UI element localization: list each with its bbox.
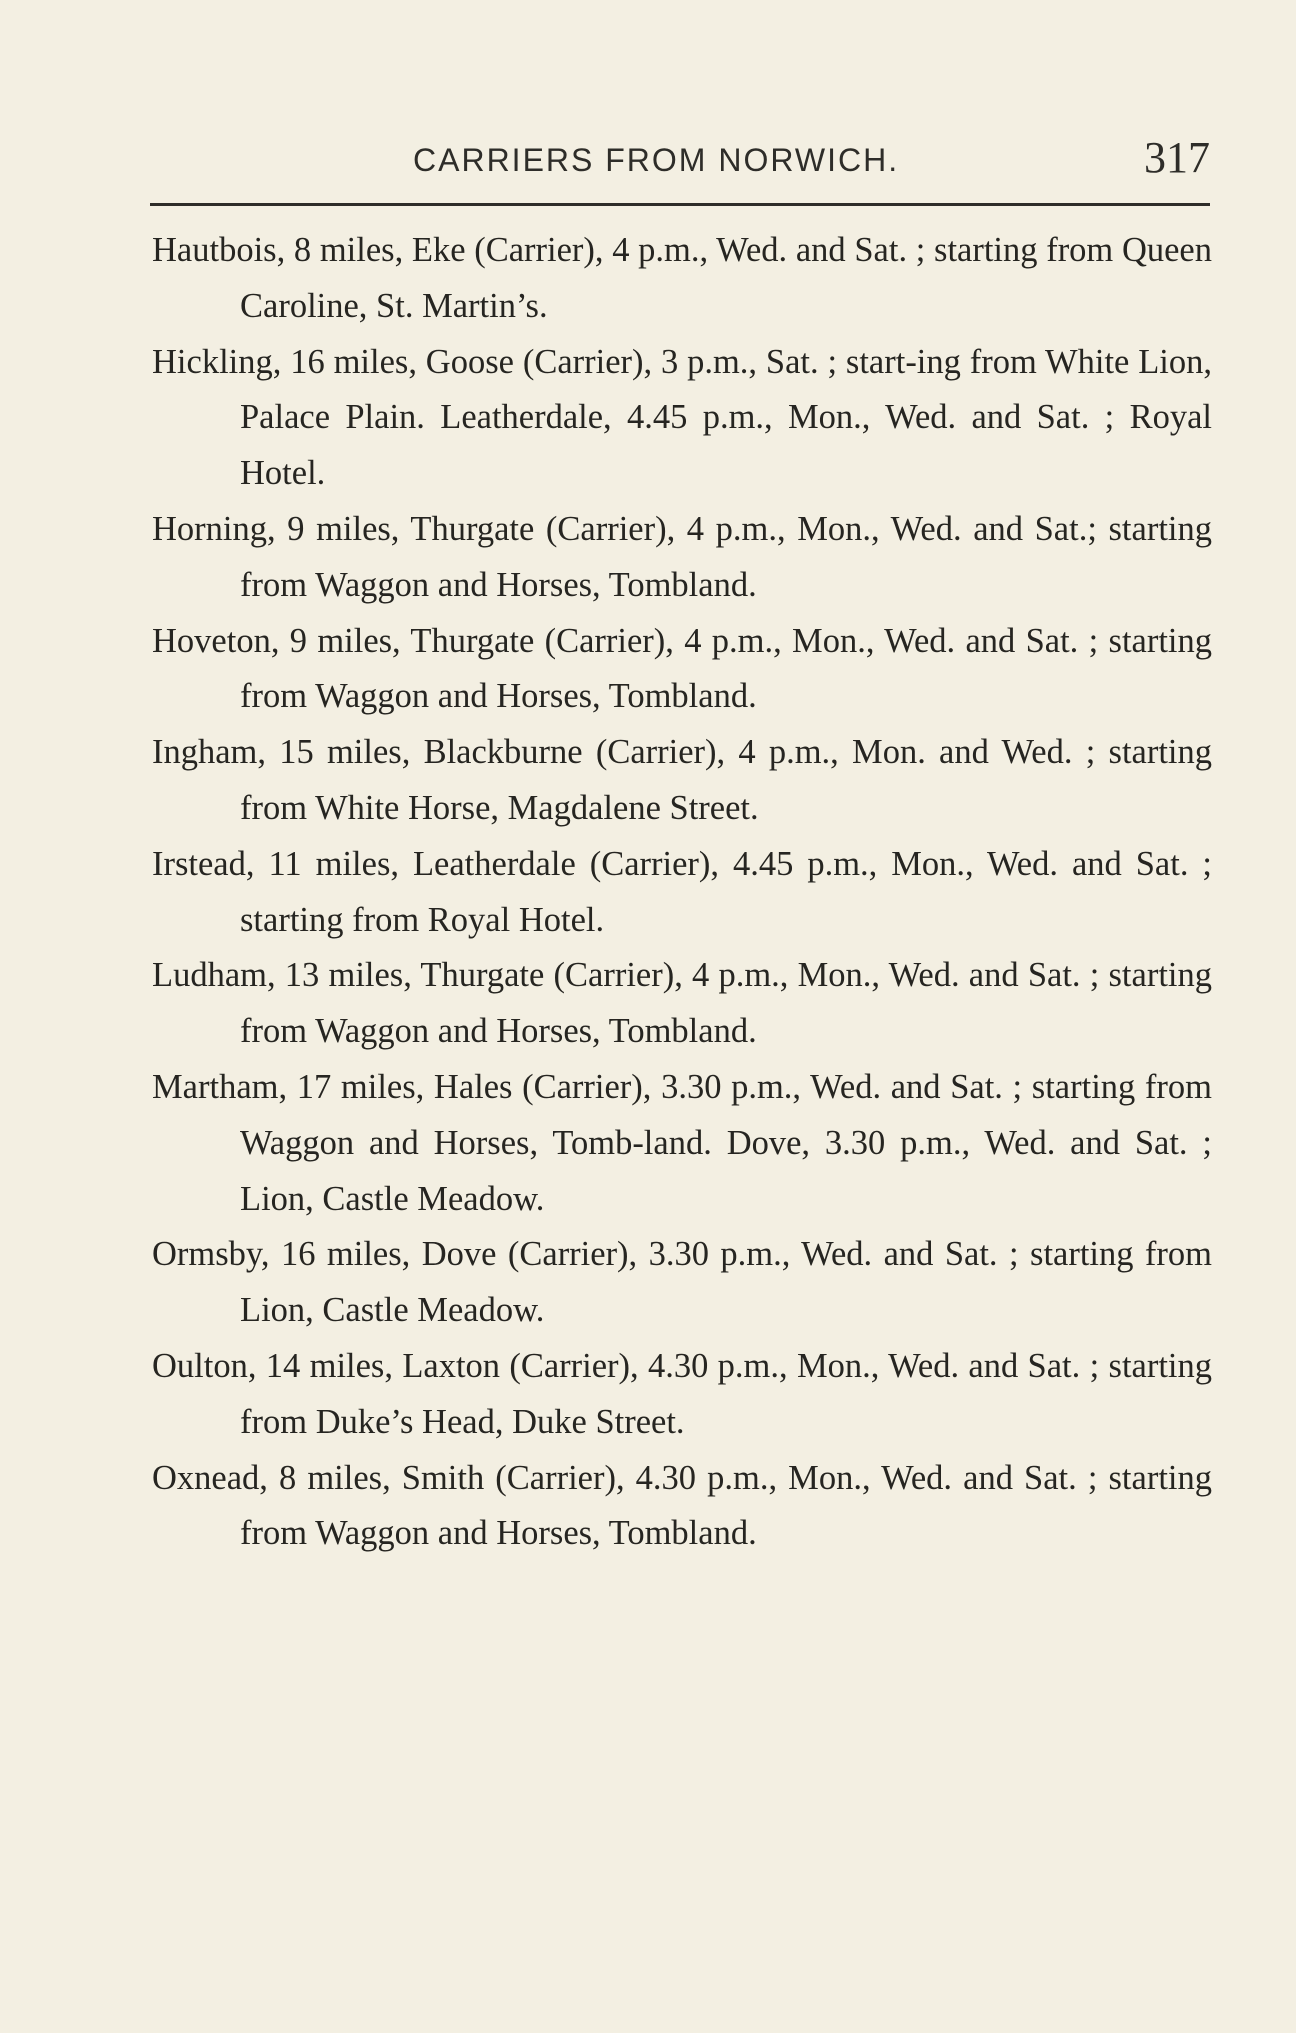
entry-ludham: Ludham, 13 miles, Thurgate (Carrier), 4 p.m., Mon., Wed. and Sat. ; starting from Waggon and Horses, Tombland. [152, 956, 1212, 1051]
page-header [150, 128, 1210, 188]
entry-hickling: Hickling, 16 miles, Goose (Carrier), 3 p.m., Sat. ; start-ing from White Lion, Palace Plain. Leatherdale, 4.45 p.m., Mon., Wed. and Sat. ; Royal Hotel. [152, 342, 1212, 493]
entry-horning: Horning, 9 miles, Thurgate (Carrier), 4 p.m., Mon., Wed. and Sat.; starting from Waggon and Horses, Tombland. [152, 509, 1212, 604]
entry-oxnead: Oxnead, 8 miles, Smith (Carrier), 4.30 p.m., Mon., Wed. and Sat. ; starting from Waggon and Horses, Tombland. [152, 1458, 1212, 1553]
carrier-entries [152, 223, 1212, 1562]
entry-irstead: Irstead, 11 miles, Leatherdale (Carrier), 4.45 p.m., Mon., Wed. and Sat. ; starting from Royal Hotel. [152, 844, 1212, 939]
entry-martham: Martham, 17 miles, Hales (Carrier), 3.30 p.m., Wed. and Sat. ; starting from Waggon and Horses, Tomb-land. Dove, 3.30 p.m., Wed. and Sat. ; Lion, Castle Meadow. [152, 1067, 1212, 1218]
running-head: CARRIERS FROM NORWICH. [413, 142, 900, 178]
entry-hautbois: Hautbois, 8 miles, Eke (Carrier), 4 p.m., Wed. and Sat. ; starting from Queen Caroline, St. Martin’s. [152, 231, 1212, 325]
entry-hoveton: Hoveton, 9 miles, Thurgate (Carrier), 4 p.m., Mon., Wed. and Sat. ; starting from Waggon and Horses, Tombland. [152, 621, 1212, 716]
header-rule [150, 203, 1210, 206]
entry-ormsby: Ormsby, 16 miles, Dove (Carrier), 3.30 p.m., Wed. and Sat. ; starting from Lion, Castle Meadow. [152, 1235, 1212, 1330]
entry-ingham: Ingham, 15 miles, Blackburne (Carrier), 4 p.m., Mon. and Wed. ; starting from White Horse, Magdalene Street. [152, 733, 1212, 827]
entry-oulton: Oulton, 14 miles, Laxton (Carrier), 4.30 p.m., Mon., Wed. and Sat. ; starting from Duke’s Head, Duke Street. [152, 1346, 1212, 1441]
page-number: 317 [1144, 133, 1210, 182]
